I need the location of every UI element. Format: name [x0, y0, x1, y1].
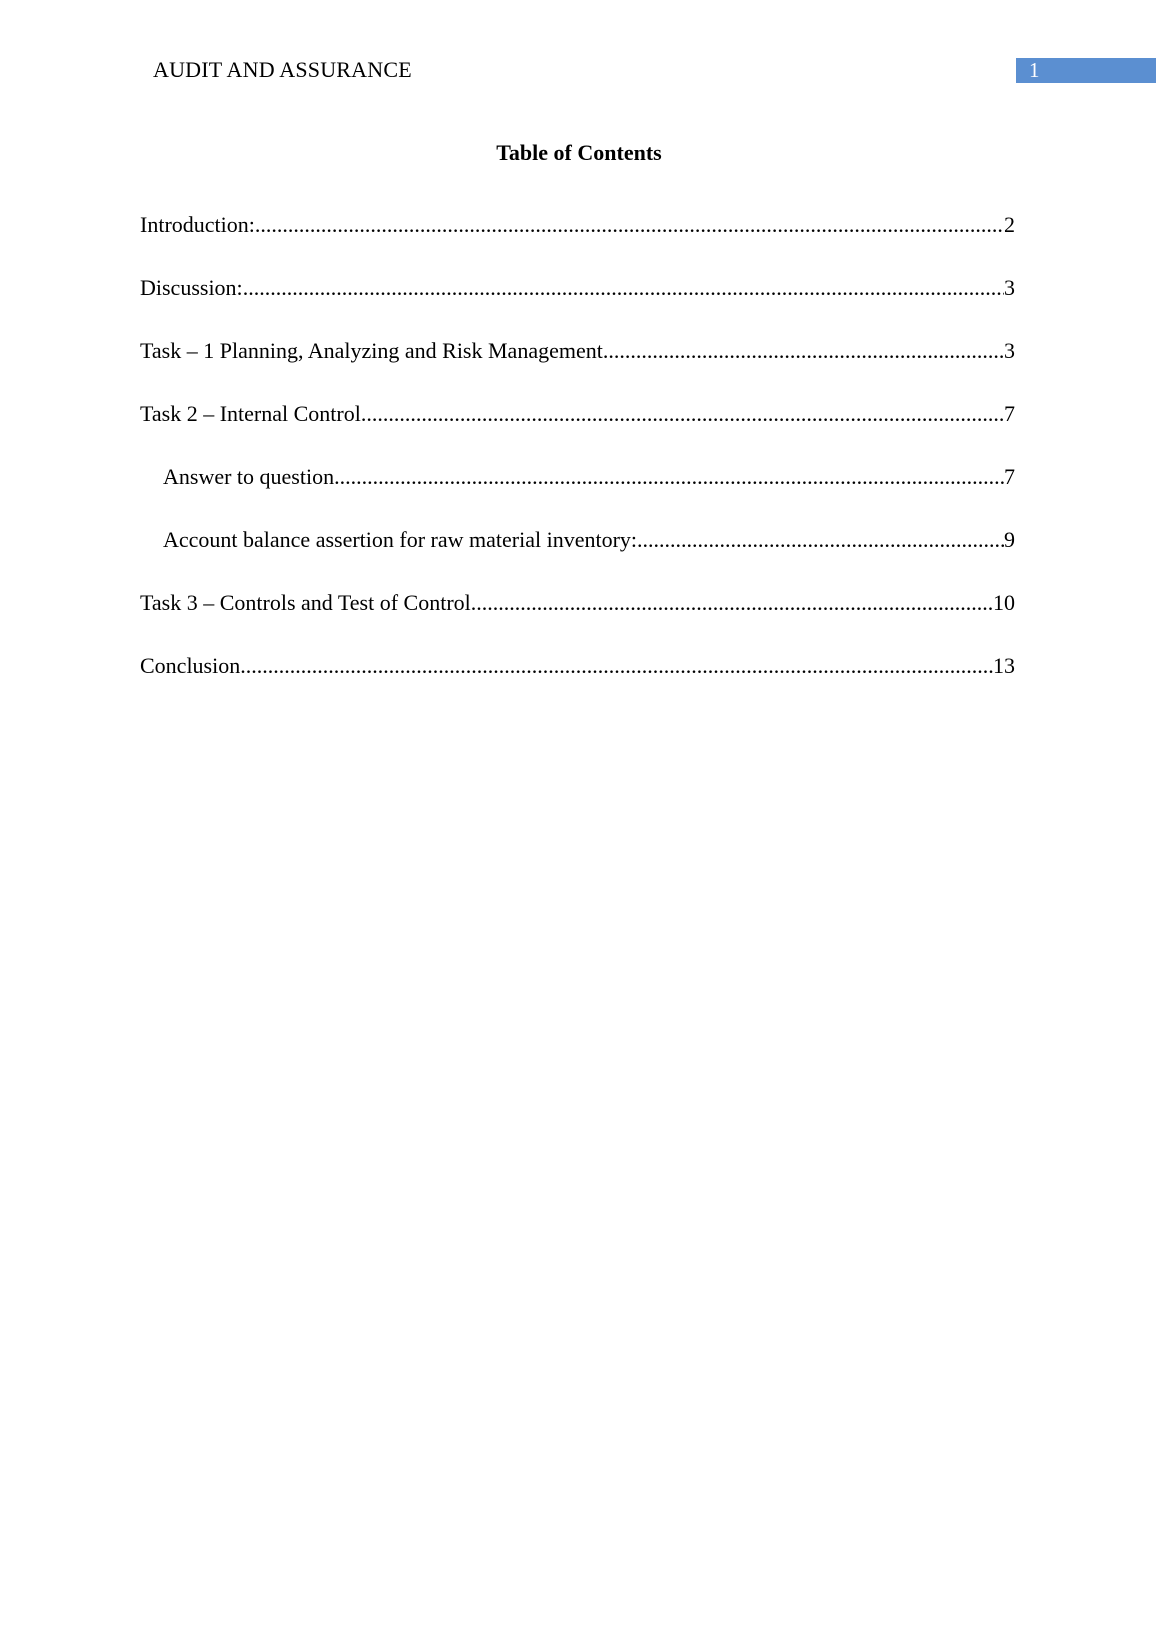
toc-entry-introduction[interactable]: [140, 210, 1015, 240]
toc-entry-label: Introduction:: [140, 212, 255, 237]
toc-dot-leader: [603, 336, 1004, 366]
toc-entry-answer-to-question[interactable]: [163, 462, 1015, 492]
toc-dot-leader: [637, 525, 1004, 555]
toc-entry-page: 10: [993, 590, 1015, 615]
toc-entry-page: 3: [1004, 275, 1015, 300]
toc-entry-label: Answer to question: [163, 464, 335, 489]
toc-entry-account-balance-assertion[interactable]: [163, 525, 1015, 555]
toc-entry-task-3[interactable]: [140, 588, 1015, 618]
toc-entry-label: Task 3 – Controls and Test of Control: [140, 590, 471, 615]
toc-entry-task-1[interactable]: [140, 336, 1015, 366]
toc-dot-leader: [334, 462, 1004, 492]
toc-entry-page: 7: [1004, 401, 1015, 426]
toc-dot-leader: [243, 273, 1004, 303]
toc-entry-label: Task – 1 Planning, Analyzing and Risk Management: [140, 338, 603, 363]
toc-title: Table of Contents: [496, 140, 662, 165]
toc-entry-page: 3: [1004, 338, 1015, 363]
toc-entry-conclusion[interactable]: [140, 651, 1015, 681]
toc-entry-page: 7: [1004, 464, 1015, 489]
toc-entry-page: 2: [1004, 212, 1015, 237]
toc-entry-discussion[interactable]: [140, 273, 1015, 303]
page-number: 1: [1029, 58, 1040, 82]
toc-dot-leader: [240, 651, 993, 681]
toc-dot-leader: [471, 588, 993, 618]
toc-entry-label: Discussion:: [140, 275, 243, 300]
toc-entry-task-2[interactable]: [140, 399, 1015, 429]
toc-entry-page: 9: [1004, 527, 1015, 552]
toc-entry-label: Task 2 – Internal Control: [140, 401, 361, 426]
toc-entry-page: 13: [993, 653, 1015, 678]
toc-entry-label: Account balance assertion for raw material inventory:: [163, 527, 638, 552]
page-number-badge: [1016, 58, 1156, 83]
running-header-title: AUDIT AND ASSURANCE: [153, 57, 412, 82]
toc-dot-leader: [255, 210, 1004, 240]
toc-dot-leader: [361, 399, 1004, 429]
toc-entry-label: Conclusion: [140, 653, 241, 678]
